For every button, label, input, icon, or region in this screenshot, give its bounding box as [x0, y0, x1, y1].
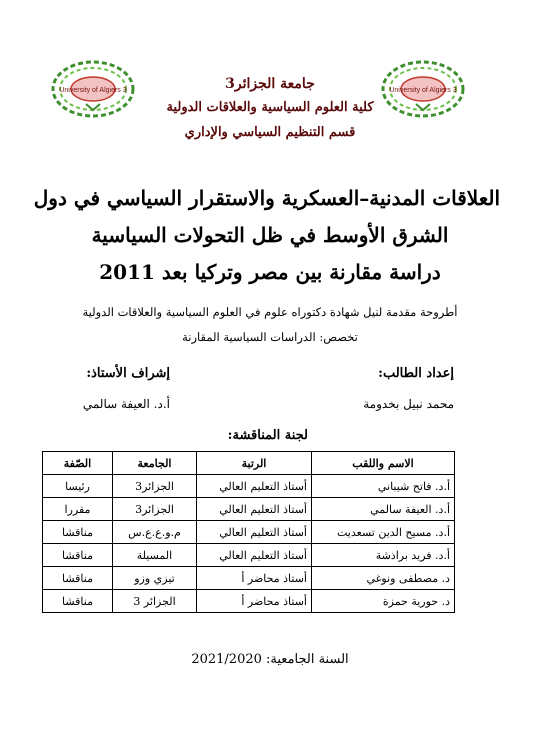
member-rank: أستاذ محاضر أ [197, 567, 312, 590]
committee-label: لجنة المناقشة: [227, 428, 308, 443]
member-role: مقررا [43, 498, 113, 521]
member-university: المسيلة [113, 544, 197, 567]
thesis-title-line-1: العلاقات المدنية–العسكرية والاستقرار السياسي في دول [33, 186, 500, 210]
thesis-title-line-2: الشرق الأوسط في ظل التحولات السياسية [91, 223, 449, 247]
table-row [43, 590, 455, 613]
laurel-logo-icon [50, 58, 136, 120]
column-header-role: الصّفة [43, 452, 113, 475]
member-role: مناقشا [43, 590, 113, 613]
member-role: مناقشا [43, 567, 113, 590]
logo-text: University of Algiers 3 [59, 87, 127, 94]
member-university: الجزائر3 [113, 498, 197, 521]
member-rank: أستاذ التعليم العالي [197, 475, 312, 498]
faculty-name: كلية العلوم السياسية والعلاقات الدولية [166, 100, 374, 115]
student-label: إعداد الطالب: [378, 366, 454, 381]
member-role: مناقشا [43, 521, 113, 544]
table-header-row [43, 452, 455, 475]
member-name: أ.د. فريد براذشة [312, 544, 455, 567]
member-role: مناقشا [43, 544, 113, 567]
member-rank: أستاذ التعليم العالي [197, 498, 312, 521]
column-header-university: الجامعة [113, 452, 197, 475]
member-university: الجزائر3 [113, 475, 197, 498]
member-rank: أستاذ التعليم العالي [197, 521, 312, 544]
thesis-description: أطروحة مقدمة لنيل شهادة دكتوراه علوم في العلوم السياسية والعلاقات الدولية [82, 305, 458, 319]
member-name: أ.د. العيفة سالمي [312, 498, 455, 521]
member-rank: أستاذ التعليم العالي [197, 544, 312, 567]
specialty: تخصص: الدراسات السياسية المقارنة [182, 330, 358, 344]
department-name: قسم التنظيم السياسي والإداري [184, 125, 356, 140]
thesis-title-line-3: دراسة مقارنة بين مصر وتركيا بعد 2011 [99, 260, 441, 284]
table-row [43, 498, 455, 521]
supervisor-label: إشراف الأستاذ: [86, 366, 170, 381]
table-row [43, 544, 455, 567]
table-row [43, 475, 455, 498]
member-university: تيزي وزو [113, 567, 197, 590]
university-logo-left [50, 58, 136, 120]
table-row [43, 521, 455, 544]
committee-table [42, 451, 455, 613]
member-university: م.و.ع.ع.س [113, 521, 197, 544]
supervisor-name: أ.د. العيفة سالمي [82, 397, 170, 411]
academic-year: السنة الجامعية: 2021/2020 [191, 652, 349, 667]
member-rank: أستاذ محاضر أ [197, 590, 312, 613]
column-header-rank: الرتبة [197, 452, 312, 475]
member-name: د. مصطفى ونوغي [312, 567, 455, 590]
member-university: الجزائر 3 [113, 590, 197, 613]
member-role: رئيسا [43, 475, 113, 498]
member-name: د. حورية حمزة [312, 590, 455, 613]
member-name: أ.د. فاتح شيباني [312, 475, 455, 498]
member-name: أ.د. مسيح الدين تسعديت [312, 521, 455, 544]
table-row [43, 567, 455, 590]
university-name: جامعة الجزائر3 [225, 76, 315, 92]
column-header-name: الاسم واللقب [312, 452, 455, 475]
student-name: محمد نبيل بخدومة [363, 397, 454, 411]
logo-text: University of Algiers 3 [389, 87, 457, 94]
